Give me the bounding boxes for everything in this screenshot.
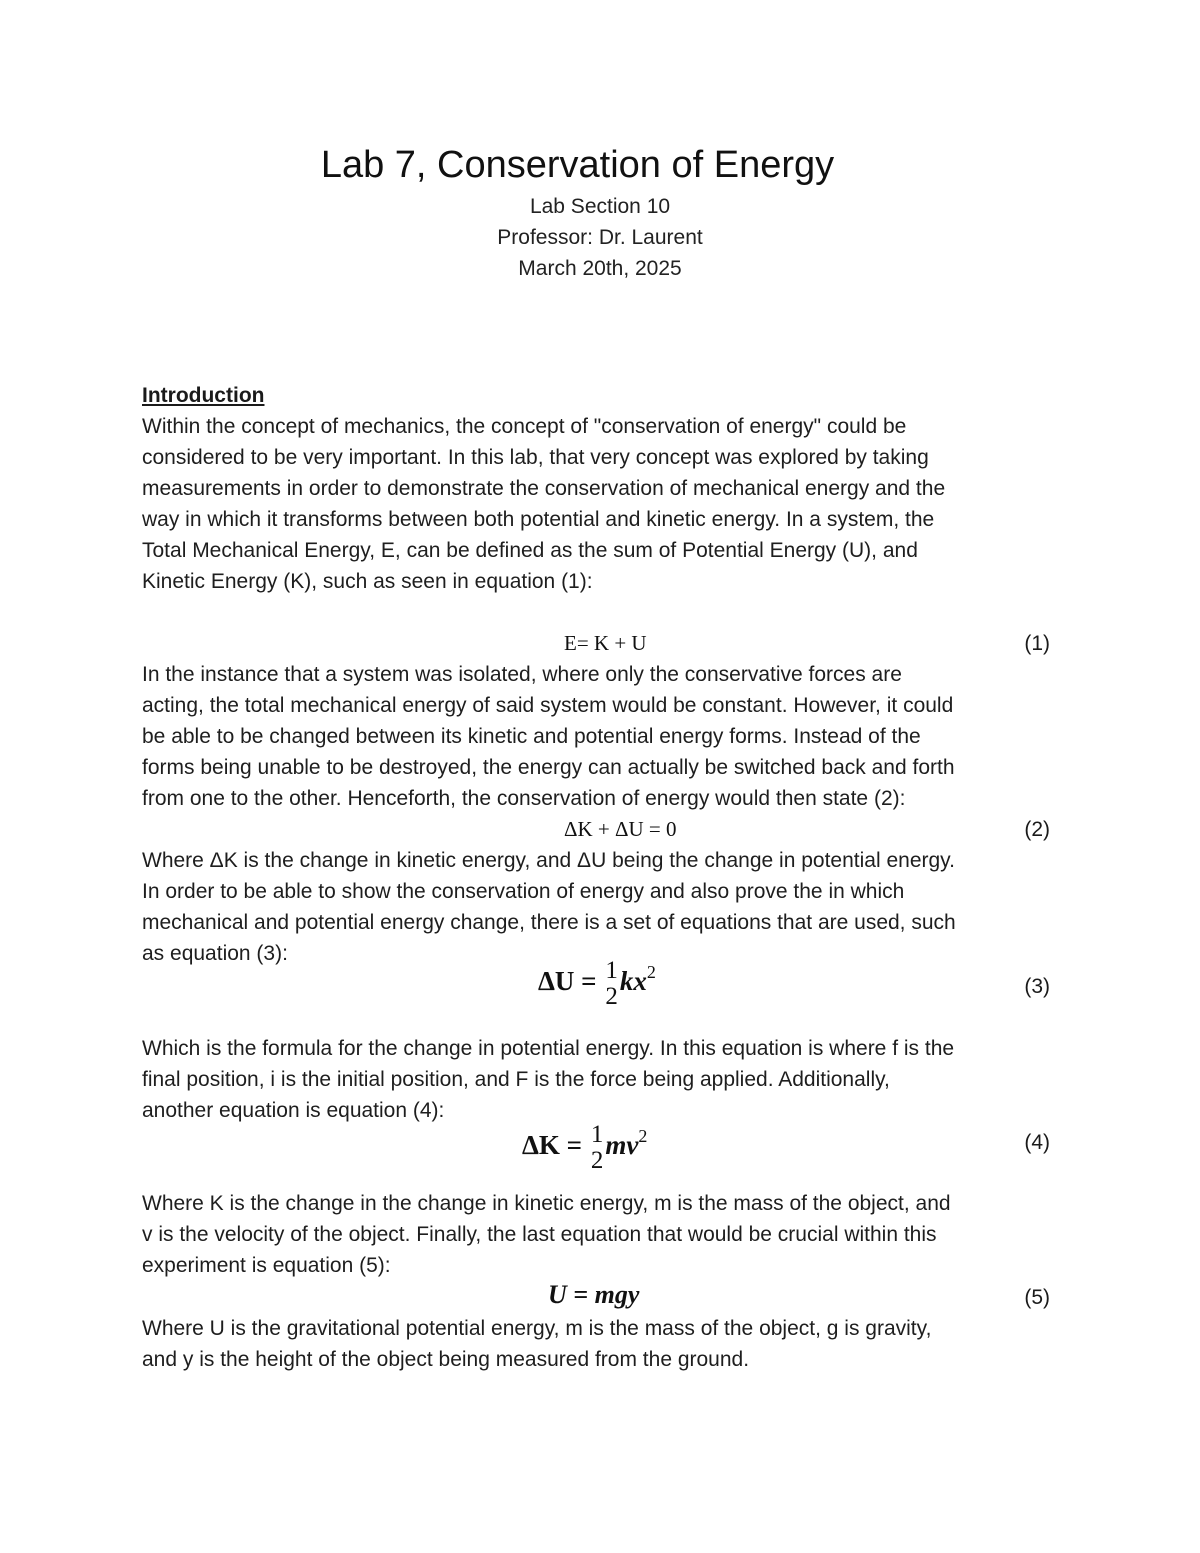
- fraction-one-half: [591, 1122, 604, 1174]
- text-line: as equation (3):: [142, 942, 288, 965]
- text-line: forms being unable to be destroyed, the energy can actually be switched back and forth: [142, 756, 955, 779]
- paragraph-2: [142, 659, 1072, 814]
- paragraph-6: [142, 1313, 1072, 1375]
- equation-1: E= K + U: [564, 631, 647, 655]
- professor-name: Professor: Dr. Laurent: [497, 226, 703, 249]
- text-line: Where U is the gravitational potential energy, m is the mass of the object, g is gravity,: [142, 1317, 932, 1340]
- text-line: Total Mechanical Energy, E, can be defined as the sum of Potential Energy (U), and: [142, 539, 918, 562]
- equation-5: U = mgy: [548, 1280, 640, 1309]
- equation-4-lhs: ΔK =: [522, 1130, 583, 1161]
- paragraph-1: [142, 411, 1072, 597]
- text-line: acting, the total mechanical energy of said system would be constant. However, it could: [142, 694, 954, 717]
- equation-2: ΔK + ΔU = 0: [564, 817, 677, 841]
- exponent: 2: [638, 1126, 648, 1147]
- text-line: Which is the formula for the change in potential energy. In this equation is where f is the: [142, 1037, 955, 1060]
- equation-3-number: (3): [1024, 975, 1050, 998]
- paragraph-5: [142, 1188, 1072, 1281]
- text-line: v is the velocity of the object. Finally, the last equation that would be crucial within this: [142, 1223, 937, 1246]
- text-line: mechanical and potential energy change, there is a set of equations that are used, such: [142, 911, 956, 934]
- fraction-one-half: [605, 958, 618, 1010]
- document-title: Lab 7, Conservation of Energy: [320, 144, 835, 186]
- equation-5-number: (5): [1024, 1286, 1050, 1309]
- equation-1-number: (1): [1024, 632, 1050, 655]
- text-line: way in which it transforms between both potential and kinetic energy. In a system, the: [142, 508, 935, 531]
- text-line: final position, i is the initial position, and F is the force being applied. Additionally,: [142, 1068, 890, 1091]
- text-line: be able to be changed between its kinetic and potential energy forms. Instead of the: [142, 725, 921, 748]
- text-line: In the instance that a system was isolated, where only the conservative forces are: [142, 663, 902, 686]
- equation-3: [538, 958, 656, 1010]
- text-line: measurements in order to demonstrate the conservation of mechanical energy and the: [142, 477, 946, 500]
- text-line: Within the concept of mechanics, the concept of "conservation of energy" could be: [142, 415, 907, 438]
- section-heading-introduction: Introduction: [142, 384, 265, 407]
- text-line: In order to be able to show the conservation of energy and also prove the in which: [142, 880, 905, 903]
- text-line: Kinetic Energy (K), such as seen in equation (1):: [142, 570, 593, 593]
- paragraph-4: [142, 1033, 1072, 1126]
- text-line: experiment is equation (5):: [142, 1254, 391, 1277]
- fraction-numerator: 1: [590, 1121, 604, 1148]
- text-line: considered to be very important. In this lab, that very concept was explored by taking: [142, 446, 929, 469]
- equation-4: [522, 1122, 647, 1174]
- equation-2-number: (2): [1024, 818, 1050, 841]
- equation-4-rhs: mv: [605, 1130, 639, 1161]
- text-line: Where ΔK is the change in kinetic energy, and ΔU being the change in potential energy.: [142, 849, 955, 872]
- text-line: from one to the other. Henceforth, the conservation of energy would then state (2):: [142, 787, 906, 810]
- equation-4-number: (4): [1024, 1131, 1050, 1154]
- fraction-numerator: 1: [605, 957, 618, 984]
- equation-3-rhs: kx: [619, 966, 647, 997]
- fraction-denominator: 2: [605, 983, 618, 1010]
- exponent: 2: [646, 962, 656, 983]
- text-line: and y is the height of the object being measured from the ground.: [142, 1348, 750, 1371]
- fraction-denominator: 2: [590, 1147, 604, 1174]
- lab-section: Lab Section 10: [529, 195, 671, 218]
- text-line: another equation is equation (4):: [142, 1099, 445, 1122]
- report-date: March 20th, 2025: [518, 257, 682, 280]
- equation-3-lhs: ΔU =: [538, 966, 597, 997]
- paragraph-3: [142, 845, 1072, 969]
- text-line: Where K is the change in the change in kinetic energy, m is the mass of the object, and: [142, 1192, 951, 1215]
